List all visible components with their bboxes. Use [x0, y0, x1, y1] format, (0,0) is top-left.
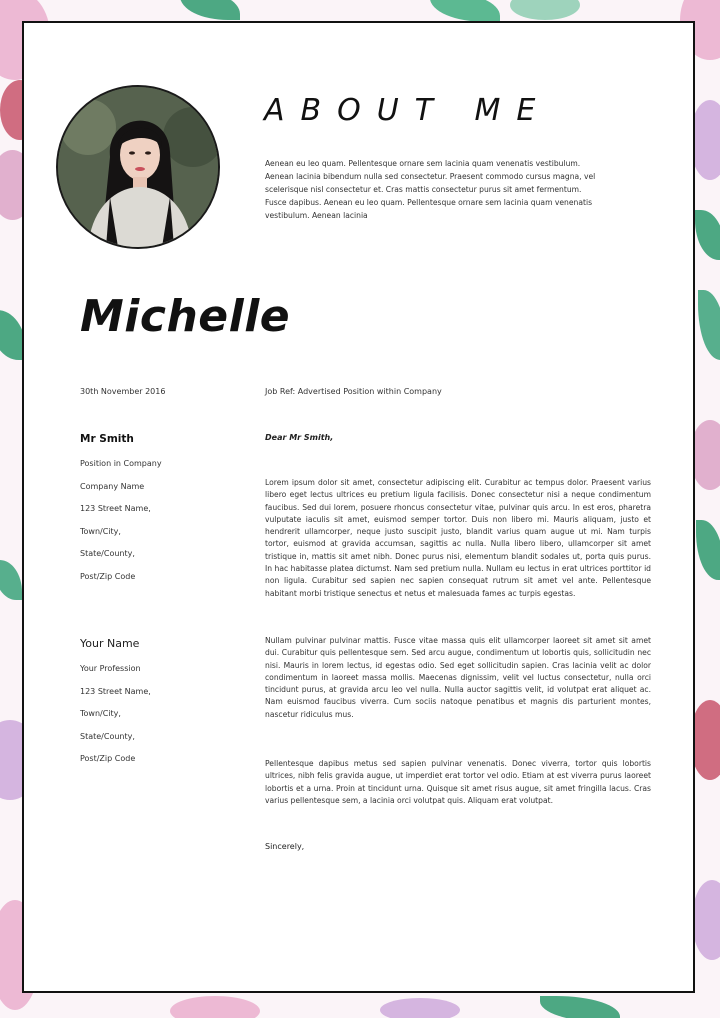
recipient-line: 123 Street Name, [80, 504, 151, 513]
portrait-photo [56, 85, 220, 249]
sender-line: State/County, [80, 731, 135, 741]
sender-name: Your Name [80, 637, 140, 650]
job-reference: Job Ref: Advertised Position within Company [265, 387, 442, 396]
candidate-name: Michelle [80, 291, 291, 342]
portrait-illustration [58, 87, 218, 247]
recipient-line: Position in Company [80, 459, 162, 468]
sender-line: Your Profession [80, 664, 141, 673]
recipient-line: State/County, [80, 549, 135, 558]
letter-paragraph: Lorem ipsum dolor sit amet, consectetur adipiscing elit. Curabitur ac tempus dolor. Praesent varius libero eget lectus ultrices eu pretium ligula facilisis. Donec consectetur nisi a neque condimentum faucibus. Sed dui lorem, posuere rhoncus consectetur vitae, pulvinar quis arcu. In est eros, pharetra vulputate iaculis sit amet, euismod semper tortor. Duis non libero mi. Mauris aliquam, justo et hendrerit ullamcorper, neque justo suscipit justo, blandit varius quam augue ut mi. Nam turpis tortor, euismod at gravida accumsan, sagittis ac nulla. Nulla libero libero, ullamcorper sit amet tristique in, mattis sit amet nibh. Donec purus nisi, elementum blandit sodales ut, porta quis purus. In hac habitasse platea dictumst. Nam sed pretium nulla. Nullam eu lectus in erat ultrices porttitor id non ligula. Curabitur sed sapien nec sapien consequat rutrum sit amet vel ante. Pellentesque habitant morbi tristique senectus et netus et malesuada fames ac turpis egestas. [265, 478, 651, 598]
letter-paragraph: Pellentesque dapibus metus sed sapien pulvinar venenatis. Donec viverra, tortor quis lobortis ultrices, nibh felis gravida augue, ut imperdiet erat tortor vel odio. Etiam at est viverra purus laoreet lobortis et a urna. Proin at tincidunt urna. Quisque sit amet risus augue, sit amet fringilla lacus. Cras varius pellentesque sem, a lacinia orci volutpat quis. Aliquam erat volutpat. [265, 759, 651, 805]
letter-paragraph: Nullam pulvinar pulvinar mattis. Fusce vitae massa quis elit ullamcorper laoreet sit amet sit amet dui. Curabitur quis pellentesque sem. Sed arcu augue, condimentum ut lobortis quis, sollicitudin nec nisi. Mauris in lorem lectus, id egestas odio. Sed eget sollicitudin sapien. Cras lacinia velit ac dolor condimentum in laoreet massa mollis. Maecenas dignissim, velit vel luctus consectetur, nulla orci tincidunt purus, at gravida arcu leo vel nulla. Nulla auctor sagittis velit, id volutpat erat aliquet ac. Nam euismod faucibus viverra. Cum sociis natoque penatibus et magnis dis parturient montes, nascetur ridiculus mus. [265, 636, 651, 719]
letter-closing: Sincerely, [265, 842, 305, 851]
sender-block [80, 637, 230, 777]
recipient-line: Company Name [80, 481, 145, 491]
recipient-block [80, 433, 230, 594]
recipient-line: Town/City, [80, 526, 121, 536]
letter-greeting: Dear Mr Smith, [265, 433, 334, 442]
sender-line: 123 Street Name, [80, 686, 151, 696]
about-me-text: Aenean eu leo quam. Pellentesque ornare sem lacinia quam venenatis vestibulum. Aenean lacinia bibendum nulla sed consectetur. Praesent commodo cursus magna, vel scelerisque nisl consectetur et. Cras mattis consectetur purus sit amet fermentum. Fusce dapibus. Aenean eu leo quam. Pellentesque ornare sem lacinia quam venenatis vestibulum. Aenean lacinia [265, 159, 596, 220]
letter-date: 30th November 2016 [80, 387, 166, 396]
about-me-title: ABOUT ME [264, 93, 552, 128]
sender-line: Town/City, [80, 709, 121, 718]
resume-page [22, 21, 695, 993]
sender-line: Post/Zip Code [80, 754, 136, 763]
recipient-line: Post/Zip Code [80, 571, 136, 581]
recipient-name: Mr Smith [80, 433, 134, 445]
